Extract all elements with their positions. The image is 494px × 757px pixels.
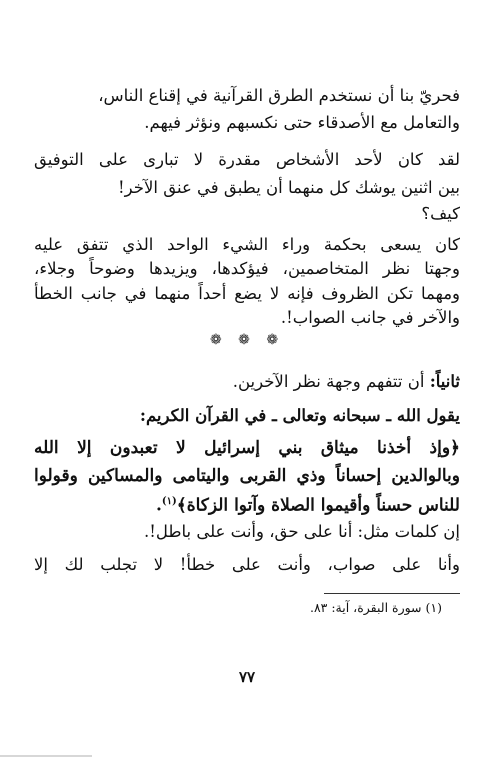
quran-verse-line-1: ﴿وإذ أخذنا ميثاق بني إسرائيل لا تعبدون إلا الله (34, 438, 460, 458)
paragraph-4-line-1: كان يسعى بحكمة وراء الشيء الواحد الذي تتفق عليه (34, 235, 460, 254)
paragraph-2-line-2: بين اثنين يوشك كل منهما أن يطبق في عنق الآخر! (118, 178, 460, 197)
body-line-2: وأنا على صواب، وأنت على خطأ! لا تجلب لك إلا (34, 555, 460, 574)
paragraph-2-line-1: لقد كان لأحد الأشخاص مقدرة لا تبارى على التوفيق (34, 150, 460, 169)
paragraph-3: كيف؟ (421, 204, 460, 223)
paragraph-4-line-4: والآخر في جانب الصواب!. (280, 308, 460, 327)
verse-end-punctuation: . (155, 495, 162, 516)
paragraph-4-line-2: وجهتا نظر المتخاصمين، فيؤكدها، ويزيدها وضوحاً وجلاء، (34, 259, 460, 278)
footnote-reference: (١) (161, 496, 177, 507)
verse-intro: يقول الله ـ سبحانه وتعالى ـ في القرآن الكريم: (139, 406, 460, 425)
footnote: (١) سورة البقرة، آية: ٨٣. (309, 600, 442, 615)
quran-verse-line-2: وبالوالدين إحساناً وذي القربى واليتامى والمساكين وقولوا (34, 466, 460, 486)
paragraph-1-line-2: والتعامل مع الأصدقاء حتى نكسبهم ونؤثر فيهم. (144, 113, 460, 132)
section-heading-label: ثانياً: (429, 372, 460, 391)
quran-verse-line-3-text: للناس حسناً وأقيموا الصلاة وآتوا الزكاة﴾ (176, 495, 460, 516)
paragraph-4-line-3: ومهما تكن الظروف فإنه لا يضع أحداً منهما في جانب الخطأ (34, 284, 460, 303)
paragraph-1-line-1: فحريّ بنا أن نستخدم الطرق القرآنية في إقناع الناس، (98, 86, 460, 105)
section-heading (34, 370, 460, 394)
body-line-1: إن كلمات مثل: أنا على حق، وأنت على باطل!. (143, 522, 460, 541)
footnote-separator (324, 593, 460, 594)
page-number: ٧٧ (238, 668, 256, 686)
section-divider-ornaments: ❁ ❁ ❁ (209, 332, 285, 348)
quran-verse-line-3 (34, 490, 460, 518)
section-heading-text: أن تتفهم وجهة نظر الآخرين. (232, 372, 430, 391)
